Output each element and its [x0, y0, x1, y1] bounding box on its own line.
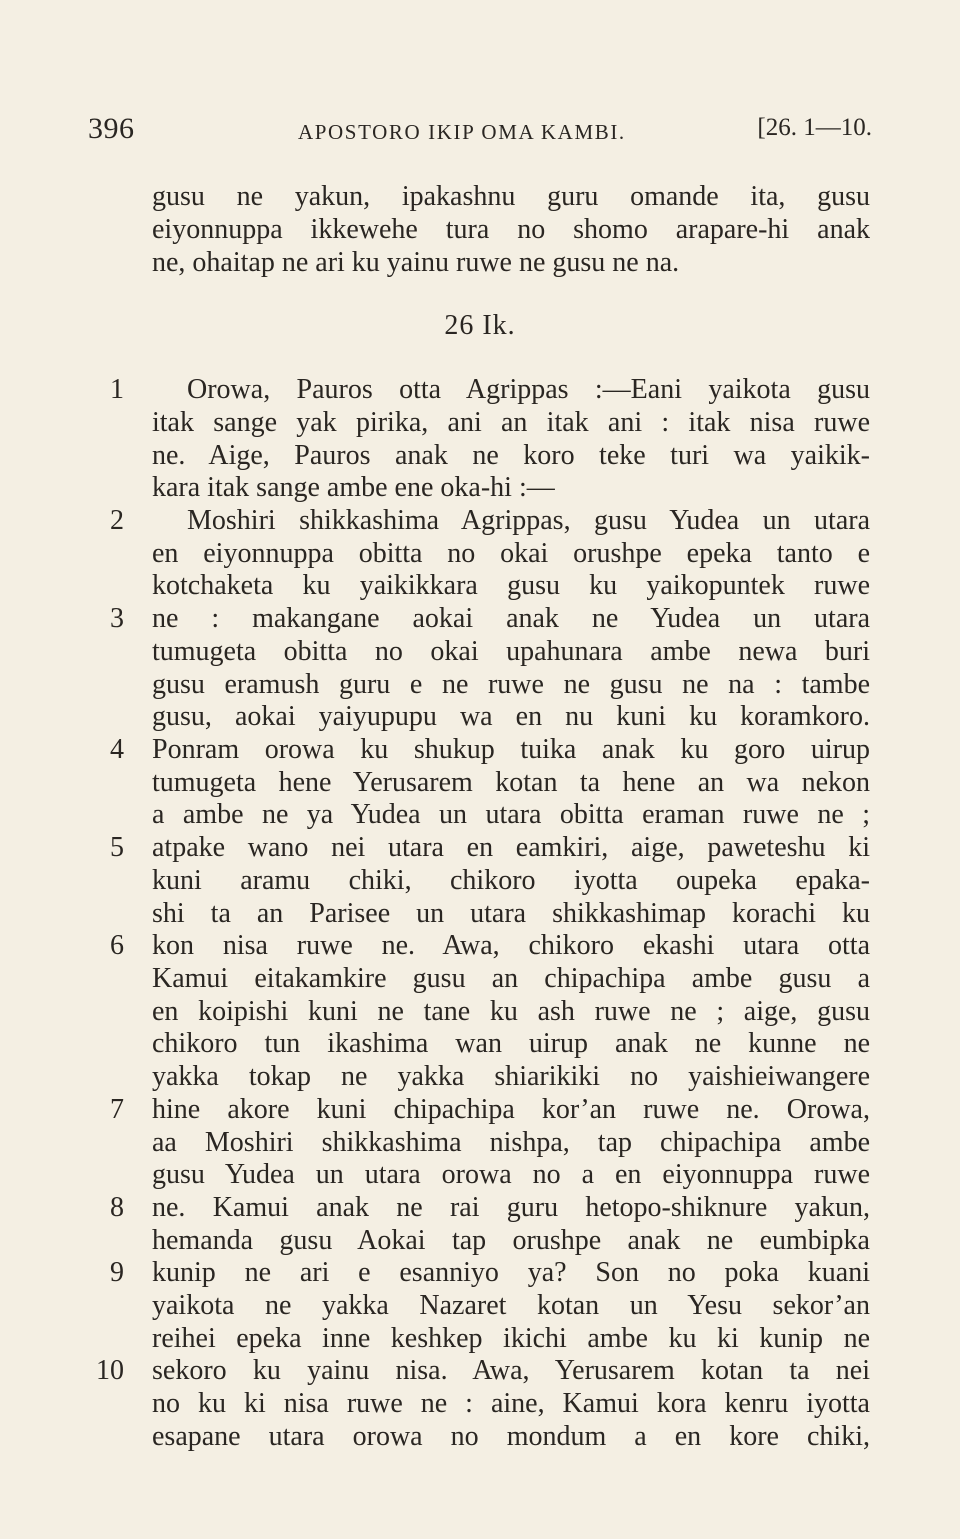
text-line: en eiyonnuppa obitta no okai orushpe epeka tanto e — [152, 538, 870, 569]
text-line: hemanda gusu Aokai tap orushpe anak ne eumbipka — [152, 1225, 870, 1256]
text-line: eiyonnuppa ikkewehe tura no shomo arapare-hi anak — [152, 214, 870, 245]
text-line: chikoro tun ikashima wan uirup anak ne kunne ne — [152, 1028, 870, 1059]
text-line: gusu, aokai yaiyupupu wa en nu kuni ku koramkoro. — [152, 701, 870, 732]
text-line: atpake wano nei utara en eamkiri, aige, paweteshu ki — [152, 832, 870, 863]
text-line: kunip ne ari e esanniyo ya? Son no poka kuani — [152, 1257, 870, 1288]
text-line: gusu ne yakun, ipakashnu guru omande ita, gusu — [152, 181, 870, 212]
text-line: Kamui eitakamkire gusu an chipachipa ambe gusu a — [152, 963, 870, 994]
text-line: itak sange yak pirika, ani an itak ani : itak nisa ruwe — [152, 407, 870, 438]
text-line: kara itak sange ambe ene oka-hi :— — [152, 472, 555, 503]
verse-number: 7 — [110, 1094, 124, 1125]
chapter-heading: 26 Ik. — [444, 310, 516, 341]
text-line: ne, ohaitap ne ari ku yainu ruwe ne gusu ne na. — [152, 247, 680, 278]
verse-number: 1 — [110, 374, 124, 405]
text-line: kotchaketa ku yaikikkara gusu ku yaikopuntek ruwe — [152, 570, 870, 601]
text-line: yaikota ne yakka Nazaret kotan un Yesu sekor’an — [152, 1290, 870, 1321]
text-line: tumugeta obitta no okai upahunara ambe newa buri — [152, 636, 870, 667]
running-title: APOSTORO IKIP OMA KAMBI. — [298, 120, 626, 144]
verse-number: 3 — [110, 603, 124, 634]
text-line: en koipishi kuni ne tane ku ash ruwe ne ; aige, gusu — [152, 996, 870, 1027]
verse-number: 6 — [110, 930, 124, 961]
text-line: ne : makangane aokai anak ne Yudea un utara — [152, 603, 870, 634]
text-line: no ku ki nisa ruwe ne : aine, Kamui kora kenru iyotta — [152, 1388, 870, 1419]
text-line: kon nisa ruwe ne. Awa, chikoro ekashi utara otta — [152, 930, 870, 961]
text-line: gusu eramush guru e ne ruwe ne gusu ne na : tambe — [152, 669, 870, 700]
text-line: Orowa, Pauros otta Agrippas :—Eani yaikota gusu — [187, 374, 870, 405]
text-line: reihei epeka inne keshkep ikichi ambe ku ki kunip ne — [152, 1323, 870, 1354]
text-line: ne. Kamui anak ne rai guru hetopo-shiknure yakun, — [152, 1192, 870, 1223]
text-line: hine akore kuni chipachipa kor’an ruwe ne. Orowa, — [152, 1094, 870, 1125]
text-line: esapane utara orowa no mondum a en kore chiki, — [152, 1421, 870, 1452]
text-line: Ponram orowa ku shukup tuika anak ku goro uirup — [152, 734, 870, 765]
verse-number: 2 — [110, 505, 124, 536]
verse-range: [26. 1—10. — [757, 114, 872, 141]
verse-number: 10 — [96, 1355, 124, 1386]
text-line: tumugeta hene Yerusarem kotan ta hene an wa nekon — [152, 767, 870, 798]
text-line: kuni aramu chiki, chikoro iyotta oupeka epaka- — [152, 865, 870, 896]
text-line: shi ta an Parisee un utara shikkashimap korachi ku — [152, 898, 870, 929]
verse-number: 9 — [110, 1257, 124, 1288]
page-header — [88, 112, 872, 152]
text-line: gusu Yudea un utara orowa no a en eiyonnuppa ruwe — [152, 1159, 870, 1190]
text-line: sekoro ku yainu nisa. Awa, Yerusarem kotan ta nei — [152, 1355, 870, 1386]
text-line: ne. Aige, Pauros anak ne koro teke turi wa yaikik- — [152, 440, 870, 471]
verse-number: 4 — [110, 734, 124, 765]
text-line: a ambe ne ya Yudea un utara obitta eraman ruwe ne ; — [152, 799, 870, 830]
text-line: yakka tokap ne yakka shiarikiki no yaishieiwangere — [152, 1061, 870, 1092]
text-line: Moshiri shikkashima Agrippas, gusu Yudea un utara — [187, 505, 870, 536]
verse-number: 5 — [110, 832, 124, 863]
page-number: 396 — [88, 112, 135, 145]
verse-number: 8 — [110, 1192, 124, 1223]
text-line: aa Moshiri shikkashima nishpa, tap chipachipa ambe — [152, 1127, 870, 1158]
